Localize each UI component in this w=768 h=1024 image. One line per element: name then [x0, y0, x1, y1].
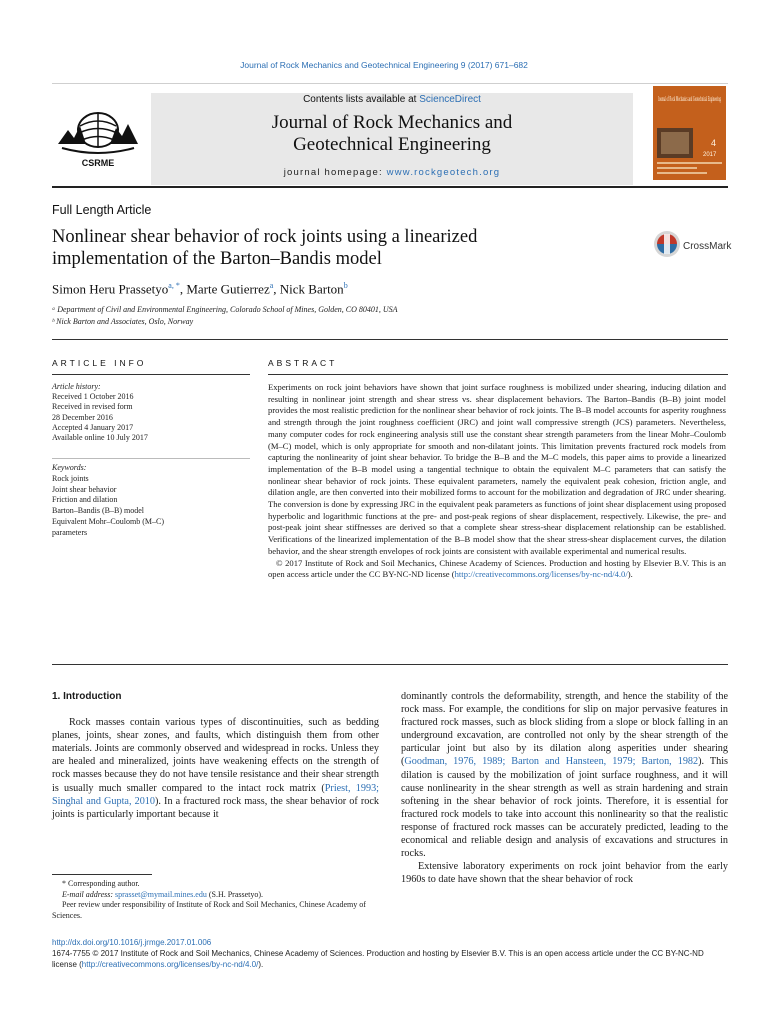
article-title	[52, 226, 612, 270]
author-affiliation-marker[interactable]: a	[269, 281, 274, 290]
keyword-item: Barton–Bandis (B–B) model	[52, 506, 144, 516]
author-affiliation-marker[interactable]: a, *	[168, 281, 180, 290]
author-separator: ,	[273, 281, 280, 297]
copyright-end: ).	[627, 569, 633, 580]
article-info-divider	[52, 374, 250, 375]
keyword-item: Rock joints	[52, 473, 89, 483]
keywords-label: Keywords:	[52, 463, 87, 472]
journal-cover-thumbnail[interactable]	[653, 86, 726, 180]
peer-review-note: Peer review under responsibility of Institute of Rock and Soil Mechanics, Chinese Academy of Sciences.	[52, 900, 366, 920]
abstract-copyright	[268, 558, 726, 581]
author-separator: ,	[179, 281, 187, 297]
sciencedirect-link[interactable]: ScienceDirect	[419, 94, 481, 105]
article-history	[52, 382, 250, 443]
crossmark-badge[interactable]	[653, 229, 733, 259]
body-right-column	[401, 690, 728, 886]
introduction-heading: 1. Introduction	[52, 691, 122, 702]
keyword-item: Equivalent Mohr–Coulomb (M–C)	[52, 516, 164, 526]
cover-issue: 4	[711, 138, 717, 148]
history-item: Available online 10 July 2017	[52, 433, 148, 443]
abstract-heading: ABSTRACT	[268, 358, 338, 368]
header-thick-rule	[52, 186, 728, 188]
affiliation-b: ᵇ Nick Barton and Associates, Oslo, Norway	[52, 317, 194, 326]
history-item: Received in revised form	[52, 402, 133, 412]
email-suffix: (S.H. Prassetyo).	[206, 889, 264, 899]
footer-copyright	[52, 949, 728, 970]
contents-prefix: Contents lists available at	[303, 94, 420, 105]
abstract-bottom-divider	[52, 664, 728, 665]
copyright-text: © 2017 Institute of Rock and Soil Mechanics, Chinese Academy of Sciences. Production and hosting by Elsevier B.V. This is an open access article under the CC BY-NC-ND license (	[268, 557, 726, 580]
corresponding-author-note: * Corresponding author.	[62, 879, 140, 888]
abstract-body	[268, 382, 726, 581]
header-divider	[52, 83, 728, 84]
history-item: 28 December 2016	[52, 412, 113, 422]
cover-title: Journal of Rock Mechanics and Geotechnical Engineering	[658, 95, 722, 103]
doi-link[interactable]: http://dx.doi.org/10.1016/j.jrmge.2017.01.006	[52, 938, 212, 947]
email-note	[52, 890, 379, 901]
article-title-line2: implementation of the Barton–Bandis model	[52, 249, 382, 269]
license-link[interactable]: http://creativecommons.org/licenses/by-nc-nd/4.0/	[454, 569, 628, 580]
body-text: Rock masses contain various types of discontinuities, such as bedding planes, joints, shear zones, and faults, which distinguish them from other materials. Joints are commonly observed and widespread in rocks. Unless they are healed and mineralized, joints have weakening effects on the strength of rock masses because they do not have tensile resistance and their shear strength is usually much smaller compared to the intact rock matrix (	[52, 717, 379, 794]
abstract-paragraph: Experiments on rock joint behaviors have shown that joint surface roughness is mobilized under shearing, inducing dilation and resulting in nonlinear joint strength and shear stress vs. shear displacement behaviors. The Barton–Bandis (B–B) joint model provides the most realistic prediction for the nonlinear shear behavior of rock joints. The B–B model accounts for asperity roughness and strength through the joint roughness coefficient (JRC) and joint wall compressive strength (JCS) parameters. Nevertheless, many computer codes for rock engineering analysis still use the constant shear strength parameters from the linear Mohr–Coulomb (M–C) model, which is only appropriate for smooth and non-dilatant joints. This limitation prevents fractured rock models from capturing the nonlinearity of joint shear behavior. To bridge the B–B and the M–C models, this paper aims to provide a linearized implementation of the B–B model using a tangential technique to obtain the equivalent M–C parameters that can satisfy the nonlinear shear behavior of rock joints. These equivalent parameters, namely the equivalent peak cohesion, friction angle, and dilation angle, are then converted into their mobilized forms to account for the mobilization and degradation of JRC under shearing. The conversion is done by expressing JRC in the equivalent peak parameters as functions of joint shear displacement using proposed hyperbolic and logarithmic functions at the pre- and post-peak regions of shear displacement, respectively. Likewise, the pre- and post-peak joint shear stiffnesses are derived so that a complete shear stress-shear displacement relationship can be established. Verifications of the linearized implementation of the B–B model show that the shear stress-shear displacement curves, the dilation behavior, and the shear strength envelopes of rock joints are consistent with available experimental and numerical results.	[268, 382, 726, 556]
body-left-column	[52, 690, 379, 821]
homepage-link[interactable]: www.rockgeotech.org	[386, 167, 501, 178]
journal-homepage	[151, 167, 633, 178]
footer-end: ).	[258, 959, 264, 969]
footnotes	[52, 879, 379, 921]
reference-link[interactable]: Goodman, 1976, 1989; Barton and Hansteen, 1979; Barton, 1982	[404, 756, 699, 768]
logo-text: CSRME	[81, 158, 115, 168]
history-label: Article history:	[52, 382, 101, 391]
homepage-prefix: journal homepage:	[283, 167, 387, 178]
keyword-item: parameters	[52, 527, 88, 537]
reference-link[interactable]: Priest, 1993; Singhal and Gupta, 2010	[52, 782, 379, 807]
author-list	[52, 281, 348, 297]
email-link[interactable]: sprasset@mymail.mines.edu	[115, 889, 207, 899]
journal-title-line2: Geotechnical Engineering	[293, 134, 491, 155]
cover-year: 2017	[703, 152, 717, 158]
body-text: ). In a fractured rock mass, the shear behavior of rock joints is particularly important because it	[52, 795, 379, 820]
csrme-logo	[52, 100, 144, 178]
journal-title	[151, 112, 633, 156]
body-paragraph	[52, 716, 379, 821]
contents-line	[151, 94, 633, 105]
author-name[interactable]: Marte Gutierrez	[186, 281, 270, 297]
keywords-divider	[52, 458, 250, 459]
footer-copyright-text: 1674-7755 © 2017 Institute of Rock and Soil Mechanics, Chinese Academy of Sciences. Production and hosting by Elsevier B.V. This is an open access article under the CC BY-NC-ND license (	[52, 949, 704, 969]
keyword-item: Friction and dilation	[52, 495, 118, 505]
body-text: dominantly controls the deformability, strength, and hence the stability of the rock mass. For example, the conditions for slip on major pervasive features in fractured rock masses, such as block sliding from a slope or block falling in an underground excavation, are controlled not only by the shear strength of the particular joint but also by its dilation along asperities under shearing (	[401, 691, 728, 768]
body-paragraph: Extensive laboratory experiments on rock joint behavior from the early 1960s to date have shown that the shear behavior of rock	[401, 861, 728, 886]
journal-title-line1: Journal of Rock Mechanics and	[271, 112, 513, 133]
article-title-line1: Nonlinear shear behavior of rock joints using a linearized	[52, 227, 478, 247]
journal-citation[interactable]: Journal of Rock Mechanics and Geotechnical Engineering 9 (2017) 671–682	[240, 60, 528, 70]
crossmark-label: CrossMark	[683, 241, 732, 252]
footer-license-link[interactable]: http://creativecommons.org/licenses/by-nc-nd/4.0/	[81, 959, 259, 969]
author-name[interactable]: Simon Heru Prassetyo	[52, 281, 169, 297]
keyword-item: Joint shear behavior	[52, 484, 117, 494]
keywords-list	[52, 463, 250, 539]
body-paragraph	[401, 690, 728, 860]
affiliation-a: ᵃ Department of Civil and Environmental Engineering, Colorado School of Mines, Golden, CO 80401, USA	[52, 305, 398, 314]
footnote-divider	[52, 874, 152, 875]
history-item: Accepted 4 January 2017	[52, 422, 134, 432]
article-type: Full Length Article	[52, 203, 152, 217]
body-text: ). This dilation is caused by the mobilization of joint surface roughness, and it will cause nonlinearity in the shear strength as well as strain hardening and strain softening in the shear behavior of rock joints. Therefore, it is essential for fractured rock models to take into account this nonlinearity so that the realistic response of fractured rock masses can be accurately predicted, leading to the economical and reliable design and analysis of excavations and structures in rocks.	[401, 756, 728, 860]
author-name[interactable]: Nick Barton	[279, 281, 344, 297]
history-item: Received 1 October 2016	[52, 392, 134, 402]
author-affiliation-marker[interactable]: b	[343, 281, 348, 290]
abstract-divider	[268, 374, 728, 375]
affiliation-divider	[52, 339, 728, 340]
email-label: E-mail address:	[62, 889, 116, 899]
article-info-heading: ARTICLE INFO	[52, 358, 147, 368]
